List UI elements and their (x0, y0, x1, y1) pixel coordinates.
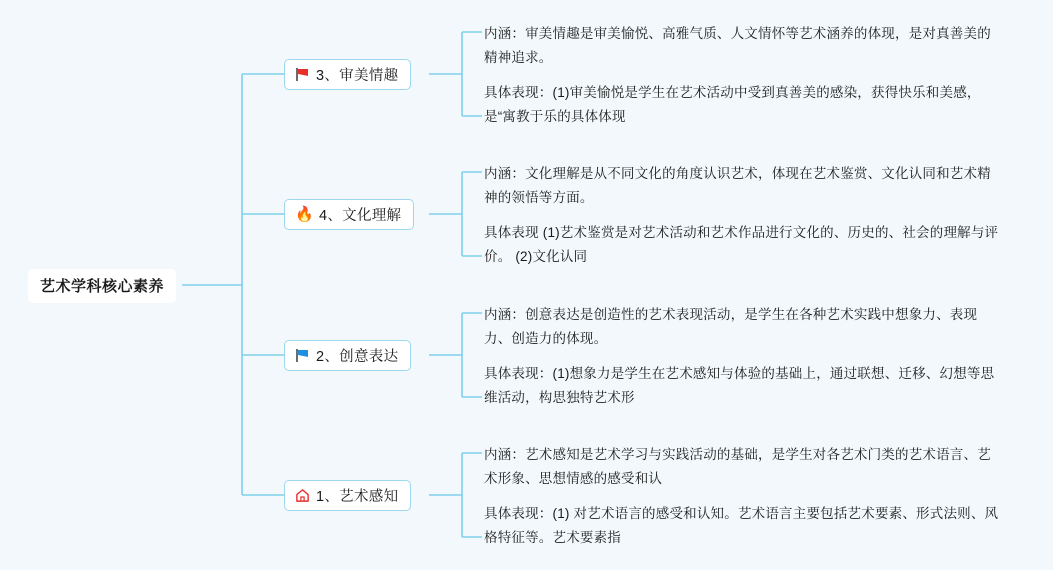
branch-node-1[interactable] (284, 480, 411, 511)
leaf-block-1[interactable] (484, 443, 1000, 550)
fire-icon: 🔥 (295, 206, 314, 223)
branch-node-3[interactable] (284, 59, 411, 90)
house-icon (295, 488, 310, 503)
leaf-1-detail-1: 具体表现：(1) 对艺术语言的感受和认知。艺术语言主要包括艺术要素、形式法则、风格特征等。艺术要素指 (484, 506, 999, 545)
branch-node-1-label: 1、艺术感知 (316, 489, 399, 505)
leaf-4-detail-1: 具体表现 (1)艺术鉴赏是对艺术活动和艺术作品进行文化的、历史的、社会的理解与评价。 (2)文化认同 (484, 225, 999, 264)
red-flag-icon (295, 67, 310, 82)
leaf-block-4[interactable] (484, 162, 1000, 269)
leaf-2-detail-1: 具体表现：(1)想象力是学生在艺术感知与体验的基础上，通过联想、迁移、幻想等思维活动，构思独特艺术形 (484, 366, 995, 405)
leaf-block-3[interactable] (484, 22, 1000, 129)
branch-node-4-label: 4、文化理解 (318, 208, 402, 224)
leaf-3-detail-1: 具体表现：(1)审美愉悦是学生在艺术活动中受到真善美的感染，获得快乐和美感，是“寓教于乐的具体体现 (484, 85, 981, 124)
branch-node-3-label: 3、审美情趣 (316, 68, 399, 84)
leaf-2-detail-0: 内涵：创意表达是创造性的艺术表现活动，是学生在各种艺术实践中想象力、表现力、创造力的体现。 (484, 307, 978, 346)
leaf-4-detail-0: 内涵：文化理解是从不同文化的角度认识艺术，体现在艺术鉴赏、文化认同和艺术精神的领悟等方面。 (484, 166, 991, 205)
leaf-1-detail-0: 内涵：艺术感知是艺术学习与实践活动的基础，是学生对各艺术门类的艺术语言、艺术形象、思想情感的感受和认 (484, 447, 991, 486)
branch-node-4[interactable] (284, 199, 414, 230)
root-node[interactable] (28, 269, 176, 303)
blue-flag-icon (295, 348, 310, 363)
leaf-block-2[interactable] (484, 303, 1000, 410)
branch-node-2-label: 2、创意表达 (316, 349, 399, 365)
leaf-3-detail-0: 内涵：审美情趣是审美愉悦、高雅气质、人文情怀等艺术涵养的体现，是对真善美的精神追求。 (484, 26, 991, 65)
branch-node-2[interactable] (284, 340, 411, 371)
root-node-label: 艺术学科核心素养 (40, 278, 165, 295)
